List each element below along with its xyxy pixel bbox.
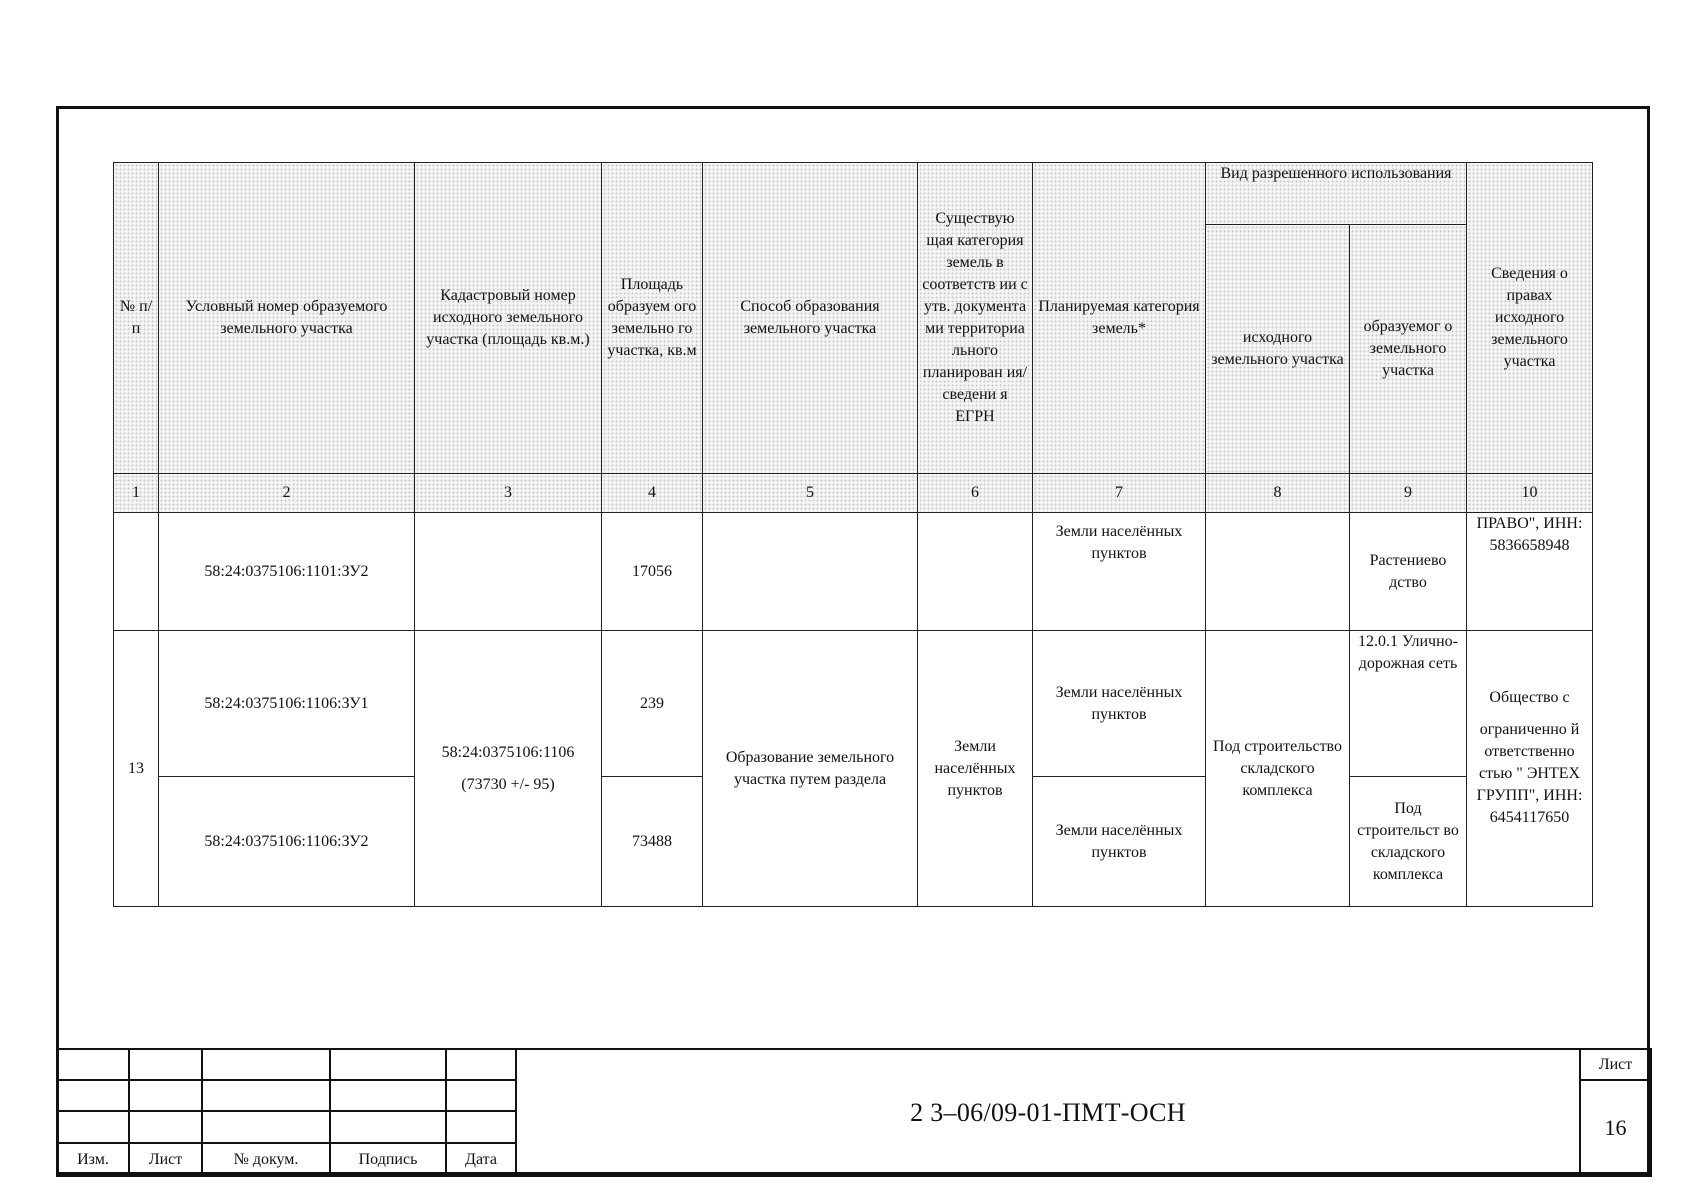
row-b-cadastral-number: 58:24:0375106:1106 [441,743,575,761]
table-row [114,513,1593,631]
row-b-area-1: 239 [602,631,703,777]
row-a-source-use [1206,513,1350,631]
row-a-number [114,513,159,631]
label-sheet: Лист [129,1143,202,1176]
label-date: Дата [446,1143,516,1176]
header-new-use: образуемог о земельного участка [1350,225,1467,474]
header-rights: Сведения о правах исходного земельного участка [1467,163,1593,474]
row-b-method: Образование земельного участка путем раздела [703,631,918,907]
header-source-use: исходного земельного участка [1206,225,1350,474]
row-a-planned-category: Земли населённых пунктов [1033,513,1206,631]
row-b-rights-cell [1467,631,1593,907]
row-b-new-use-1: 12.0.1 Улично-дорожная сеть [1350,631,1467,777]
row-a-cadastral-number [415,513,602,631]
row-b-new-use-2: Под строительст во складского комплекса [1350,777,1467,907]
row-a-existing-category [918,513,1033,631]
header-cadastral-number: Кадастровый номер исходного земельного участка (площадь кв.м.) [415,163,602,474]
header-number: № п/п [114,163,159,474]
document-code: 2 3–06/09-01-ПМТ-ОСН [516,1049,1580,1176]
label-signature: Подпись [330,1143,446,1176]
sheet-label: Лист [1580,1049,1651,1080]
row-b-rights-2: ограниченно й ответственно стью " ЭНТЕХ ГРУПП", ИНН: 6454117650 [1476,720,1583,826]
sheet-number: 16 [1580,1080,1651,1176]
header-permitted-use: Вид разрешенного использования [1206,163,1467,225]
column-number-2: 2 [159,474,415,513]
column-number-1: 1 [114,474,159,513]
row-a-method [703,513,918,631]
column-number-4: 4 [602,474,703,513]
row-a-rights: ПРАВО", ИНН: 5836658948 [1467,513,1593,631]
header-area: Площадь образуем ого земельно го участка, кв.м [602,163,703,474]
label-revision: Изм. [57,1143,129,1176]
label-document-number: № докум. [202,1143,330,1176]
column-number-7: 7 [1033,474,1206,513]
column-number-10: 10 [1467,474,1593,513]
header-formation-method: Способ образования земельного участка [703,163,918,474]
header-planned-category: Планируемая категория земель* [1033,163,1206,474]
row-b-rights-1: Общество с [1489,688,1570,706]
row-b-cadastral-area: (73730 +/- 95) [461,775,555,793]
land-plot-table [113,162,1593,907]
row-b-existing-category: Земли населённых пунктов [918,631,1033,907]
column-number-5: 5 [703,474,918,513]
header-existing-category: Существую щая категория земель в соответств ии с утв. документа ми территориа льного планирован ия/сведени я ЕГРН [918,163,1033,474]
column-number-3: 3 [415,474,602,513]
title-block [56,1048,1652,1177]
row-b-source-use: Под строительство складского комплекса [1206,631,1350,907]
column-number-6: 6 [918,474,1033,513]
row-b-conditional-number-1: 58:24:0375106:1106:ЗУ1 [159,631,415,777]
row-b-planned-category-1: Земли населённых пунктов [1033,631,1206,777]
row-b-cadastral-cell [415,631,602,907]
row-a-new-use: Растениево дство [1350,513,1467,631]
row-b-number: 13 [114,631,159,907]
header-conditional-number: Условный номер образуемого земельного участка [159,163,415,474]
column-number-8: 8 [1206,474,1350,513]
row-a-area: 17056 [602,513,703,631]
row-b-area-2: 73488 [602,777,703,907]
row-b-planned-category-2: Земли населённых пунктов [1033,777,1206,907]
column-number-9: 9 [1350,474,1467,513]
table-row [114,631,1593,777]
row-a-conditional-number: 58:24:0375106:1101:ЗУ2 [159,513,415,631]
row-b-conditional-number-2: 58:24:0375106:1106:ЗУ2 [159,777,415,907]
